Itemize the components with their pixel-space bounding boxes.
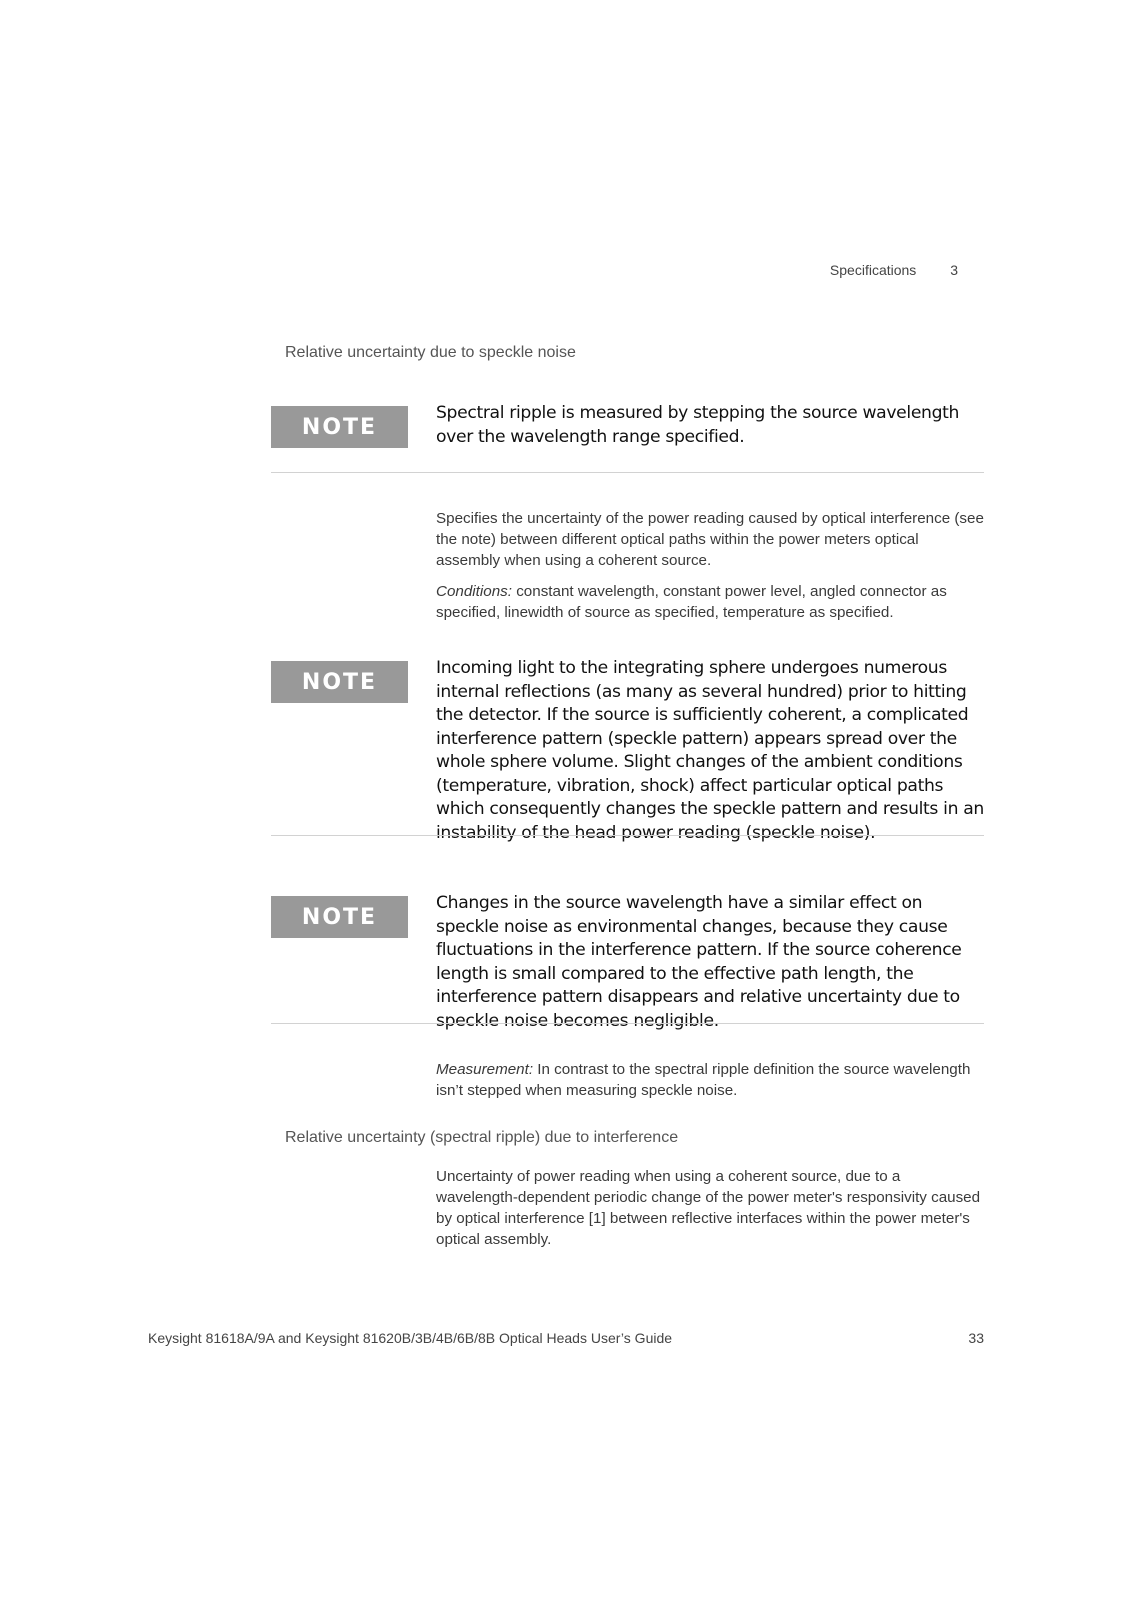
note-divider bbox=[271, 835, 984, 836]
page-number: 33 bbox=[968, 1330, 984, 1346]
conditions-text: constant wavelength, constant power level, angled connector as specified, linewidth of source as specified, temperature as specified. bbox=[436, 583, 947, 621]
measurement-label: Measurement: bbox=[436, 1061, 534, 1078]
measurement-text: In contrast to the spectral ripple definition the source wavelength isn’t stepped when measuring speckle noise. bbox=[436, 1061, 971, 1099]
section-heading-speckle: Relative uncertainty due to speckle noise bbox=[285, 344, 576, 361]
guide-title: Keysight 81618A/9A and Keysight 81620B/3B/4B/6B/8B Optical Heads User’s Guide bbox=[148, 1330, 673, 1346]
note-badge: NOTE bbox=[271, 896, 408, 938]
speckle-description-block bbox=[436, 508, 986, 633]
running-header bbox=[830, 262, 958, 278]
note-text: Changes in the source wavelength have a similar effect on speckle noise as environmental changes, because they cause fluctuations in the interference pattern. If the source coherence length is small compared to the effective path length, the interference pattern disappears and relative uncertainty due to speckle noise becomes negligible. bbox=[436, 893, 962, 1031]
note-divider bbox=[271, 472, 984, 473]
ripple-description: Uncertainty of power reading when using a coherent source, due to a wavelength-dependent periodic change of the power meter's responsivity caused by optical interference [1] between reflective interfaces within the power meter's optical assembly. bbox=[436, 1168, 981, 1248]
chapter-title: Specifications bbox=[829, 262, 917, 278]
page-footer bbox=[148, 1330, 984, 1346]
speckle-measurement bbox=[436, 1059, 986, 1101]
note-badge: NOTE bbox=[271, 661, 408, 703]
note-text: Spectral ripple is measured by stepping the source wavelength over the wavelength range specified. bbox=[436, 403, 960, 447]
section-heading-ripple: Relative uncertainty (spectral ripple) due to interference bbox=[285, 1129, 679, 1146]
note-divider bbox=[271, 1023, 984, 1024]
speckle-conditions bbox=[436, 581, 986, 623]
note-text: Incoming light to the integrating sphere undergoes numerous internal reflections (as many as several hundred) prior to hitting the detector. If the source is sufficiently coherent, a complicated interference pattern (speckle pattern) appears spread over the whole sphere volume. Slight changes of the ambient conditions (temperature, vibration, shock) affect particular optical paths which consequently changes the speckle pattern and results in an instability of the head power reading (speckle noise). bbox=[436, 658, 984, 843]
measurement-block bbox=[436, 1059, 986, 1111]
speckle-description: Specifies the uncertainty of the power reading caused by optical interference (see the note) between different optical paths within the power meters optical assembly when using a coherent source. bbox=[436, 510, 984, 569]
note-badge: NOTE bbox=[271, 406, 408, 448]
ripple-description-block bbox=[436, 1166, 986, 1260]
chapter-number: 3 bbox=[950, 262, 958, 278]
conditions-label: Conditions: bbox=[436, 583, 512, 600]
